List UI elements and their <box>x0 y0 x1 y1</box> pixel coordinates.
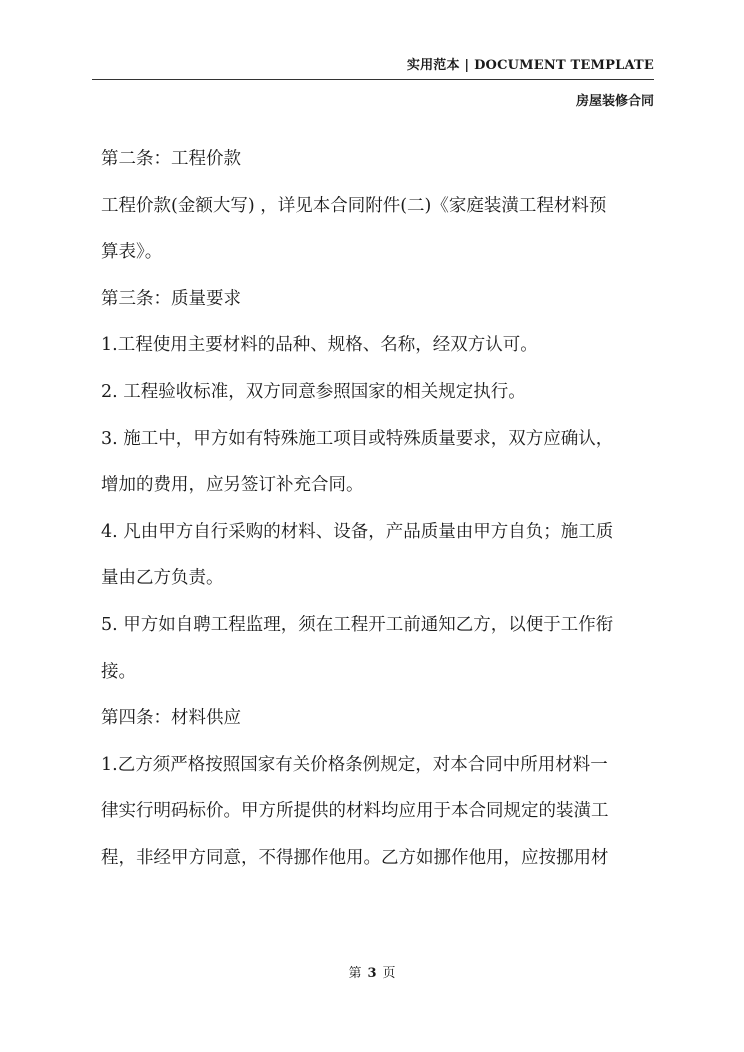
header-subtitle: 房屋装修合同 <box>575 94 654 109</box>
page-number: 3 <box>367 966 377 981</box>
header-divider <box>92 79 654 80</box>
paragraph-line: 接。 <box>101 661 136 682</box>
paragraph-line: 4. 凡由甲方自行采购的材料、设备，产品质量由甲方自负；施工质 <box>101 521 614 542</box>
document-body <box>101 136 656 882</box>
page-footer <box>0 962 744 981</box>
paragraph-line: 3. 施工中，甲方如有特殊施工项目或特殊质量要求，双方应确认， <box>101 428 614 449</box>
paragraph-line: 程，非经甲方同意，不得挪作他用。乙方如挪作他用，应按挪用材 <box>101 847 609 868</box>
footer-suffix: 页 <box>382 966 396 981</box>
paragraph-line: 1.乙方须严格按照国家有关价格条例规定，对本合同中所用材料一 <box>101 754 608 775</box>
paragraph-line: 1.工程使用主要材料的品种、规格、名称，经双方认可。 <box>101 335 538 356</box>
footer-prefix: 第 <box>348 966 362 981</box>
paragraph-line: 5. 甲方如自聘工程监理，须在工程开工前通知乙方，以便于工作衔 <box>101 614 614 635</box>
section-heading-2: 第二条：工程价款 <box>101 149 241 169</box>
paragraph-line: 2. 工程验收标准，双方同意参照国家的相关规定执行。 <box>101 381 526 402</box>
paragraph-line: 工程价款(金额大写) ，详见本合同附件(二)《家庭装潢工程材料预 <box>101 195 607 216</box>
section-heading-3: 第三条：质量要求 <box>101 288 241 309</box>
paragraph-line: 增加的费用，应另签订补充合同。 <box>101 475 364 496</box>
section-heading-4: 第四条：材料供应 <box>101 708 241 729</box>
header-title: 实用范本 | DOCUMENT TEMPLATE <box>406 58 654 73</box>
paragraph-line: 律实行明码标价。甲方所提供的材料均应用于本合同规定的装潢工 <box>101 801 609 822</box>
paragraph-line: 算表》。 <box>101 242 163 263</box>
paragraph-line: 量由乙方负责。 <box>101 568 224 589</box>
